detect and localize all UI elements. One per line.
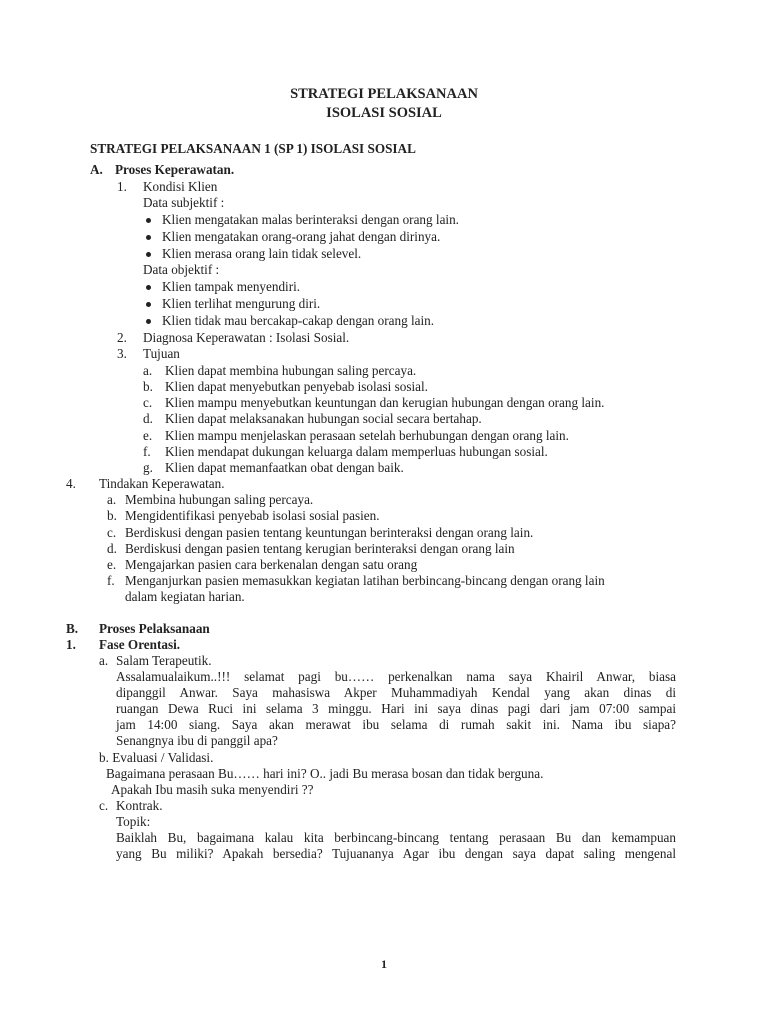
- objektif-item: Klien terlihat mengurung diri.: [162, 296, 321, 311]
- subjektif-item: Klien mengatakan malas berinteraksi dengan orang lain.: [162, 212, 459, 227]
- evaluasi-line: Bagaimana perasaan Bu…… hari ini? O.. jadi Bu merasa bosan dan tidak berguna.: [106, 766, 544, 781]
- page-number: 1: [381, 957, 387, 971]
- tujuan-item: Klien dapat membina hubungan saling percaya.: [165, 363, 417, 378]
- tujuan-title: Tujuan: [143, 346, 180, 361]
- tindakan-item-marker: a.: [107, 492, 117, 507]
- tujuan-item-marker: g.: [143, 460, 153, 475]
- section-a-marker: A.: [90, 162, 103, 177]
- bullet-icon: [146, 218, 151, 223]
- tindakan-number: 4.: [66, 476, 76, 491]
- tujuan-item: Klien dapat menyebutkan penyebab isolasi sosial.: [165, 379, 428, 394]
- section-a-title: Proses Keperawatan.: [115, 162, 235, 177]
- tindakan-item: Mengajarkan pasien cara berkenalan dengan satu orang: [125, 557, 418, 572]
- bullet-icon: [146, 285, 151, 290]
- tujuan-item: Klien mendapat dukungan keluarga dalam memperluas hubungan sosial.: [165, 444, 548, 459]
- salam-paragraph-line: Assalamualaikum..!!! selamat pagi bu…… perkenalkan nama saya Khairil Anwar, biasa: [116, 669, 676, 684]
- subjektif-item: Klien mengatakan orang-orang jahat dengan dirinya.: [162, 229, 441, 244]
- diagnosa-text: Diagnosa Keperawatan : Isolasi Sosial.: [143, 330, 350, 345]
- document-title: STRATEGI PELAKSANAAN: [290, 86, 478, 102]
- tindakan-item-marker: f.: [107, 573, 115, 588]
- salam-paragraph-line: ruangan Dewa Ruci ini selama 3 minggu. Hari ini saya dinas pagi dari jam 07:00 sampai: [116, 701, 676, 716]
- sp-heading: STRATEGI PELAKSANAAN 1 (SP 1) ISOLASI SOSIAL: [90, 141, 416, 156]
- tindakan-item: Berdiskusi dengan pasien tentang kerugian berinteraksi dengan orang lain: [125, 541, 515, 556]
- tujuan-number: 3.: [117, 346, 127, 361]
- salam-paragraph-last: Senangnya ibu di panggil apa?: [116, 733, 278, 748]
- evaluasi-title: b. Evaluasi / Validasi.: [99, 750, 214, 765]
- evaluasi-line: Apakah Ibu masih suka menyendiri ??: [111, 782, 314, 797]
- tindakan-item-marker: d.: [107, 541, 117, 556]
- objektif-item: Klien tampak menyendiri.: [162, 279, 301, 294]
- salam-paragraph-line: jam 14:00 siang. Saya akan merawat ibu selama di rumah sakit ini. Nama ibu siapa?: [116, 717, 676, 732]
- tindakan-item: Menganjurkan pasien memasukkan kegiatan latihan berbincang-bincang dengan orang lain: [125, 573, 605, 588]
- kontrak-paragraph-line: yang Bu miliki? Apakah bersedia? Tujuananya Agar ibu dengan saya dapat saling mengenal: [116, 846, 676, 861]
- tujuan-item: Klien dapat melaksanakan hubungan social secara bertahap.: [165, 411, 482, 426]
- subjektif-item: Klien merasa orang lain tidak selevel.: [162, 246, 362, 261]
- tujuan-item-marker: c.: [143, 395, 153, 410]
- tindakan-item: Mengidentifikasi penyebab isolasi sosial pasien.: [125, 508, 380, 523]
- section-b-marker: B.: [66, 621, 79, 636]
- tujuan-item: Klien dapat memanfaatkan obat dengan baik.: [165, 460, 404, 475]
- tindakan-item-marker: b.: [107, 508, 117, 523]
- tujuan-item: Klien mampu menjelaskan perasaan setelah berhubungan dengan orang lain.: [165, 428, 569, 443]
- tindakan-item: Berdiskusi dengan pasien tentang keuntungan berinteraksi dengan orang lain.: [125, 525, 534, 540]
- objektif-item: Klien tidak mau bercakap-cakap dengan orang lain.: [162, 313, 435, 328]
- kontrak-marker: c.: [99, 798, 109, 813]
- kontrak-title: Kontrak.: [116, 798, 163, 813]
- salam-marker: a.: [99, 653, 109, 668]
- tindakan-item-continuation: dalam kegiatan harian.: [125, 589, 245, 604]
- bullet-icon: [146, 252, 151, 257]
- bullet-icon: [146, 235, 151, 240]
- tindakan-item: Membina hubungan saling percaya.: [125, 492, 314, 507]
- tindakan-title: Tindakan Keperawatan.: [99, 476, 225, 491]
- tujuan-item-marker: f.: [143, 444, 151, 459]
- tujuan-item-marker: b.: [143, 379, 153, 394]
- bullet-icon: [146, 302, 151, 307]
- topik-label: Topik:: [116, 814, 151, 829]
- kondisi-number: 1.: [117, 179, 127, 194]
- tujuan-item: Klien mampu menyebutkan keuntungan dan kerugian hubungan dengan orang lain.: [165, 395, 605, 410]
- fase-number: 1.: [66, 637, 76, 652]
- tujuan-item-marker: a.: [143, 363, 153, 378]
- salam-paragraph-line: dipanggil Anwar. Saya mahasiswa Akper Muhammadiyah Kendal yang akan dinas di: [116, 685, 676, 700]
- fase-title: Fase Orentasi.: [99, 637, 181, 652]
- tujuan-item-marker: d.: [143, 411, 153, 426]
- document-subtitle: ISOLASI SOSIAL: [326, 105, 442, 121]
- kondisi-title: Kondisi Klien: [143, 179, 218, 194]
- section-b-title: Proses Pelaksanaan: [99, 621, 210, 636]
- bullet-icon: [146, 319, 151, 324]
- tindakan-item-marker: e.: [107, 557, 117, 572]
- subjektif-label: Data subjektif :: [143, 195, 225, 210]
- tindakan-item-marker: c.: [107, 525, 117, 540]
- diagnosa-number: 2.: [117, 330, 127, 345]
- kontrak-paragraph-line: Baiklah Bu, bagaimana kalau kita berbincang-bincang tentang perasaan Bu dan kemampuan: [116, 830, 676, 845]
- objektif-label: Data objektif :: [143, 262, 220, 277]
- salam-title: Salam Terapeutik.: [116, 653, 212, 668]
- tujuan-item-marker: e.: [143, 428, 153, 443]
